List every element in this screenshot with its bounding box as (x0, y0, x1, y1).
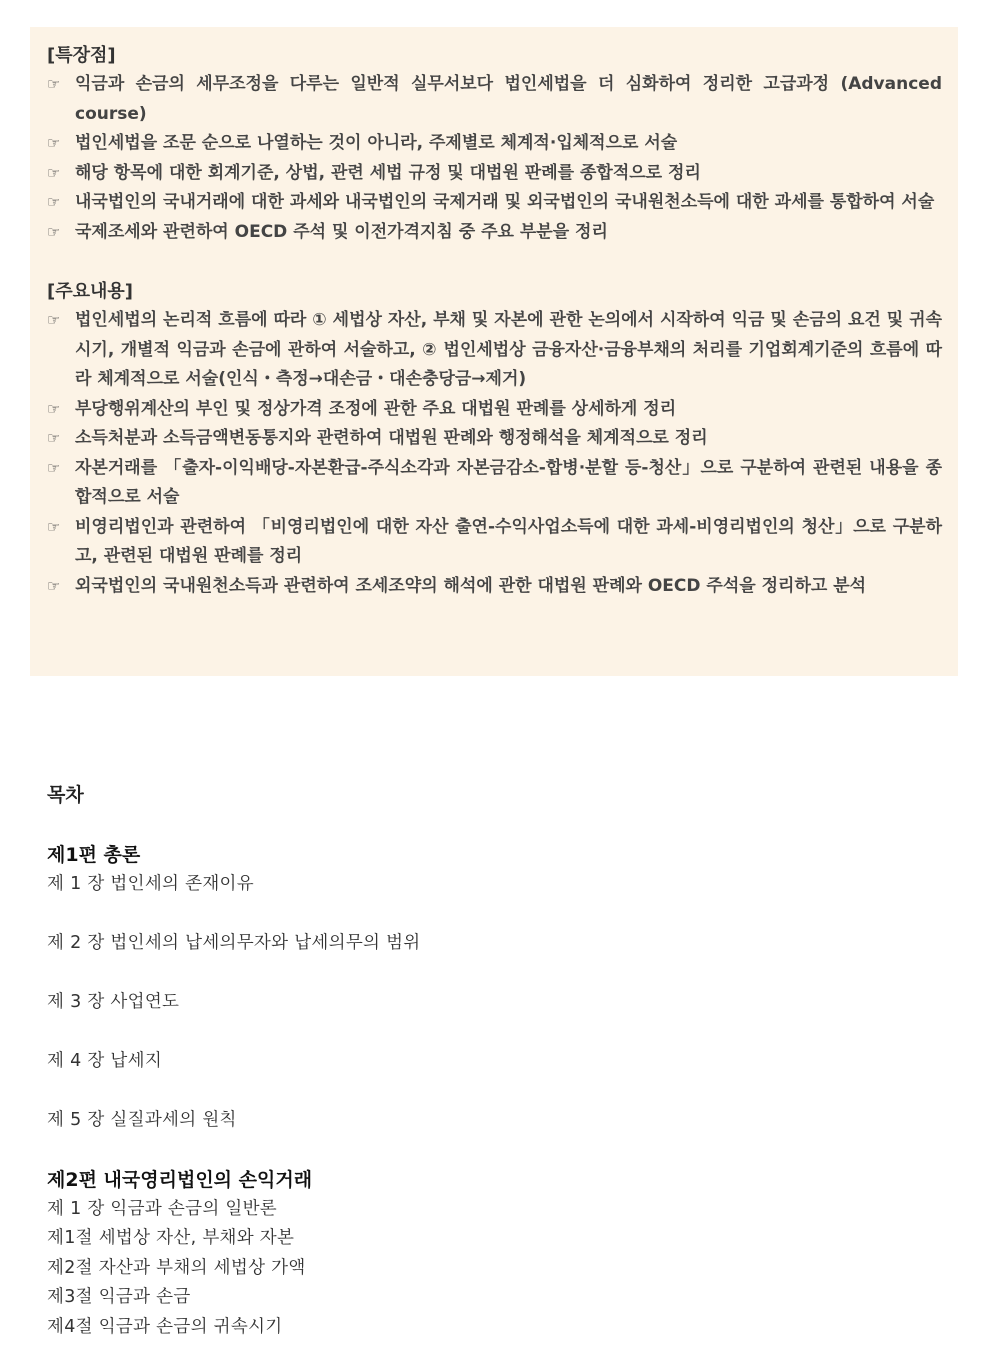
chapter-line: 제 2 장 법인세의 납세의무자와 납세의무의 범위 (47, 932, 421, 953)
chapter-line: 제 3 장 사업연도 (47, 991, 180, 1012)
pointing-hand-icon: ☞ (47, 517, 61, 536)
chapter-line: 제 4 장 납세지 (47, 1050, 163, 1071)
list-item: ☞ 외국법인의 국내원천소득과 관련하여 조세조약의 해석에 관한 대법원 판례와 OECD 주석을 정리하고 분석 (47, 572, 942, 602)
pointing-hand-icon: ☞ (47, 399, 61, 418)
pointing-hand-icon: ☞ (47, 311, 61, 329)
features-list (47, 70, 942, 247)
list-item: ☞ 내국법인의 국내거래에 대한 과세와 내국법인의 국제거래 및 외국법인의 국내원천소득에 대한 과세를 통합하여 서술 (47, 188, 942, 218)
pointing-hand-icon: ☞ (47, 458, 61, 477)
pointing-hand-icon: ☞ (47, 75, 61, 93)
features-title: [특장점] (47, 45, 116, 66)
part-title: 제1편 총론 (47, 843, 141, 866)
chapter-line: 제 1 장 법인세의 존재이유 (47, 873, 254, 894)
list-item: ☞ 자본거래를 「출자-이익배당-자본환급-주식소각과 자본금감소-합병·분할 등-청산」으로 구분하여 관련된 내용을 종합적으로 서술 (47, 454, 942, 513)
pointing-hand-icon: ☞ (47, 163, 61, 182)
list-item: ☞ 국제조세와 관련하여 OECD 주석 및 이전가격지침 중 주요 부분을 정리 (47, 218, 942, 248)
pointing-hand-icon: ☞ (47, 576, 61, 595)
highlight-box (30, 27, 958, 676)
pointing-hand-icon: ☞ (47, 222, 61, 241)
section-line: 제2절 자산과 부채의 세법상 가액 (47, 1257, 306, 1278)
part-title: 제2편 내국영리법인의 손익거래 (47, 1168, 313, 1191)
section-line: 제1절 세법상 자산, 부채와 자본 (47, 1228, 295, 1248)
list-item: ☞ 소득처분과 소득금액변동통지와 관련하여 대법원 판례와 행정해석을 체계적으로 정리 (47, 424, 942, 454)
pointing-hand-icon: ☞ (47, 193, 61, 211)
list-item: ☞ 법인세법의 논리적 흐름에 따라 ① 세법상 자산, 부채 및 자본에 관한 논의에서 시작하여 익금 및 손금의 요건 및 귀속시기, 개별적 익금과 손금에 관하여 서술하고, ② 법인세법상 금융자산·금융부채의 처리를 기업회계기준의 흐름에 따라 체계적으로 서술(인식・측정→대손금・대손충당금→제거) (47, 306, 942, 395)
list-item: ☞ 법인세법을 조문 순으로 나열하는 것이 아니라, 주제별로 체계적·입체적으로 서술 (47, 129, 942, 159)
pointing-hand-icon: ☞ (47, 429, 61, 447)
section-spacer (47, 247, 942, 277)
list-item: ☞ 해당 항목에 대한 회계기준, 상법, 관련 세법 규정 및 대법원 판례를 종합적으로 정리 (47, 159, 942, 189)
list-item: ☞ 부당행위계산의 부인 및 정상가격 조정에 관한 주요 대법원 판례를 상세하게 정리 (47, 395, 942, 425)
contents-title: [주요내용] (47, 281, 134, 302)
section-line: 제4절 익금과 손금의 귀속시기 (47, 1316, 283, 1337)
section-line: 제3절 익금과 손금 (47, 1287, 191, 1307)
table-of-contents (47, 780, 947, 1342)
list-item: ☞ 익금과 손금의 세무조정을 다루는 일반적 실무서보다 법인세법을 더 심화하여 정리한 고급과정 (Advanced course) (47, 70, 942, 129)
toc-title: 목차 (47, 784, 84, 806)
list-item: ☞ 비영리법인과 관련하여 「비영리법인에 대한 자산 출연-수익사업소득에 대한 과세-비영리법인의 청산」으로 구분하고, 관련된 대법원 판례를 정리 (47, 513, 942, 572)
chapter-line: 제 1 장 익금과 손금의 일반론 (47, 1198, 278, 1219)
chapter-line: 제 5 장 실질과세의 원칙 (47, 1109, 237, 1130)
contents-list (47, 306, 942, 601)
pointing-hand-icon: ☞ (47, 134, 61, 152)
